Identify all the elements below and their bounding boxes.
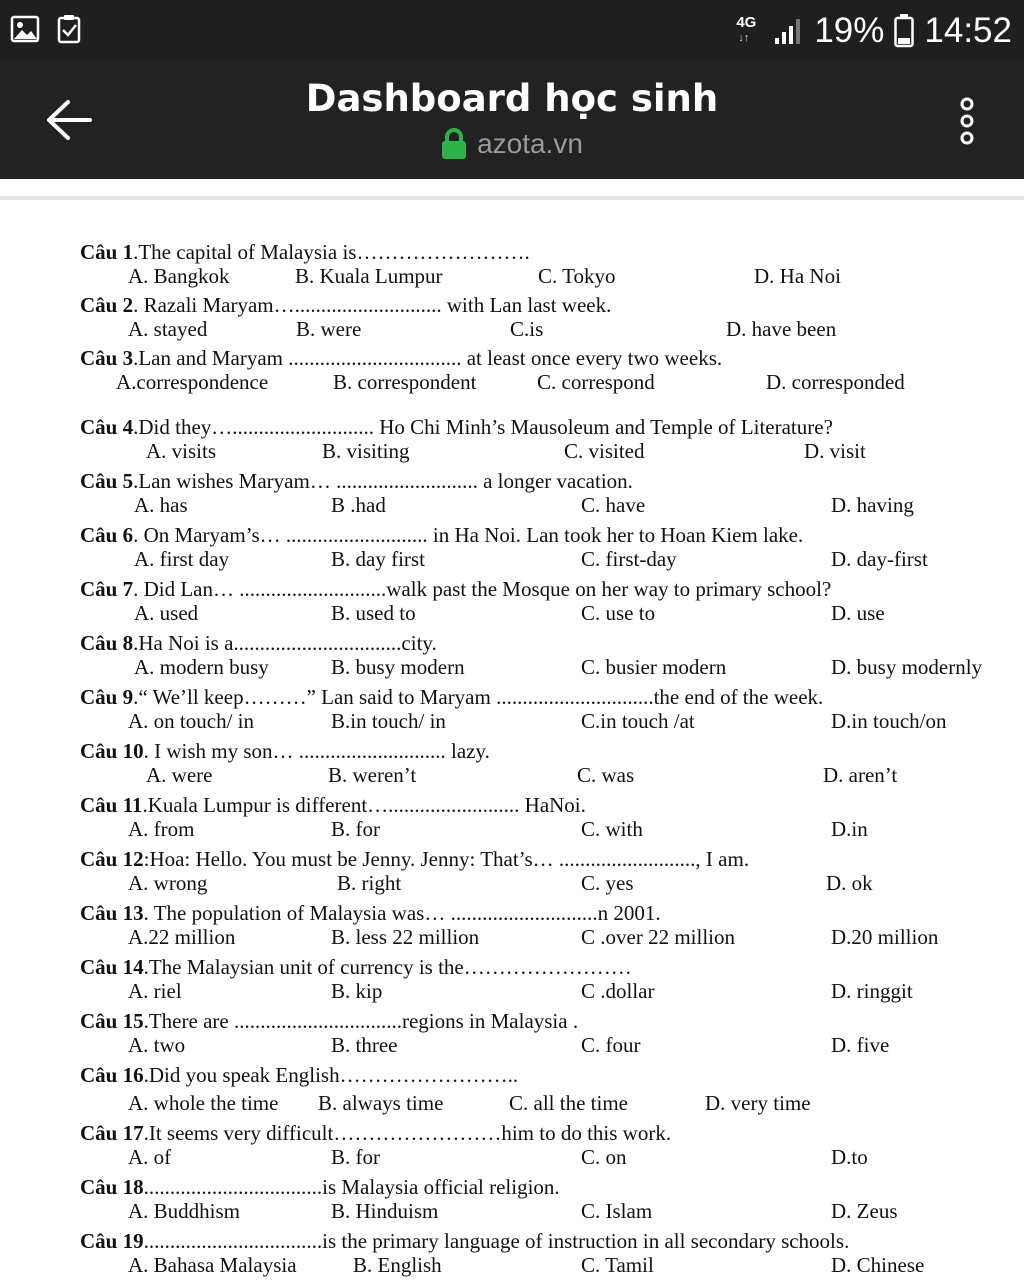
option-d: D. have been	[726, 317, 837, 341]
question-number: Câu 8	[80, 631, 134, 655]
answer-options	[80, 763, 1010, 787]
question-stem	[80, 1175, 1010, 1199]
question-13	[80, 901, 1010, 949]
option-a: A. Bangkok	[128, 264, 230, 288]
option-c: C. yes	[581, 871, 634, 895]
question-14	[80, 955, 1010, 1003]
answer-options	[80, 264, 1010, 288]
url-row[interactable]	[0, 128, 1024, 160]
question-text: . Razali Maryam…............................ with Lan last week.	[133, 293, 612, 317]
question-number: Câu 11	[80, 793, 143, 817]
question-7	[80, 577, 1010, 625]
answer-options	[80, 817, 1010, 841]
option-a: A.correspondence	[116, 370, 269, 394]
question-stem	[80, 901, 1010, 925]
title-block	[0, 76, 1024, 160]
option-b: B. for	[331, 817, 380, 841]
option-d: D. Chinese	[831, 1253, 925, 1277]
question-stem	[80, 1229, 1010, 1253]
option-c: C. have	[581, 493, 646, 517]
question-stem	[80, 1121, 1010, 1145]
option-c: C. first-day	[581, 547, 677, 571]
signal-icon	[774, 16, 804, 46]
question-number: Câu 18	[80, 1175, 144, 1199]
question-number: Câu 14	[80, 955, 144, 979]
option-b: B. day first	[331, 547, 425, 571]
page-title: Dashboard học sinh	[305, 77, 719, 120]
option-a: A. two	[128, 1033, 186, 1057]
gallery-icon	[10, 14, 40, 44]
question-17	[80, 1121, 1010, 1169]
option-c: C .over 22 million	[581, 925, 735, 949]
question-stem	[80, 293, 1010, 317]
option-a: A. modern busy	[134, 655, 269, 679]
answer-options	[80, 1145, 1010, 1169]
question-4	[80, 415, 1010, 463]
question-number: Câu 19	[80, 1229, 144, 1253]
question-number: Câu 2	[80, 293, 134, 317]
option-d: D. Ha Noi	[754, 264, 841, 288]
answer-options	[80, 317, 1010, 341]
question-text: .Lan wishes Maryam… ........................... a longer vacation.	[133, 469, 633, 493]
battery-percent: 19%	[814, 11, 885, 50]
option-c: C. busier modern	[581, 655, 727, 679]
network-indicator	[734, 11, 764, 51]
question-12	[80, 847, 1010, 895]
answer-options	[80, 979, 1010, 1003]
option-d: D. ringgit	[831, 979, 913, 1003]
question-text: . The population of Malaysia was… ............................n 2001.	[143, 901, 661, 925]
option-d: D. very time	[705, 1091, 811, 1115]
option-b: B. correspondent	[333, 370, 477, 394]
question-stem	[80, 577, 1010, 601]
option-d: D. busy modernly	[831, 655, 983, 679]
option-a: A. stayed	[128, 317, 208, 341]
more-vert-icon[interactable]	[952, 96, 982, 146]
answer-options	[80, 655, 1010, 679]
question-10	[80, 739, 1010, 787]
option-d: D. ok	[826, 871, 873, 895]
question-text: .Kuala Lumpur is different…......................... HaNoi.	[142, 793, 586, 817]
option-c: C. visited	[564, 439, 645, 463]
option-c: C. Tokyo	[538, 264, 616, 288]
answer-options	[80, 1033, 1010, 1057]
question-number: Câu 17	[80, 1121, 144, 1145]
option-d: D.in	[831, 817, 868, 841]
option-b: B. English	[353, 1253, 442, 1277]
question-text: .Ha Noi is a................................city.	[133, 631, 437, 655]
question-number: Câu 12	[80, 847, 144, 871]
option-b: B. less 22 million	[331, 925, 480, 949]
question-number: Câu 6	[80, 523, 134, 547]
option-d: D. aren’t	[823, 763, 898, 787]
network-type: 4G	[736, 14, 757, 31]
question-9	[80, 685, 1010, 733]
option-d: D. Zeus	[831, 1199, 898, 1223]
answer-options	[80, 370, 1010, 394]
question-number: Câu 3	[80, 346, 134, 370]
url-text: azota.vn	[477, 128, 583, 159]
question-stem	[80, 847, 1010, 871]
answer-options	[80, 1199, 1010, 1223]
option-b: B. visiting	[322, 439, 410, 463]
answer-options	[80, 601, 1010, 625]
question-number: Câu 16	[80, 1063, 144, 1087]
lock-icon	[441, 128, 467, 160]
option-c: C. four	[581, 1033, 641, 1057]
app-bar	[0, 62, 1024, 179]
question-2	[80, 293, 1010, 341]
option-d: D. day-first	[831, 547, 928, 571]
question-16	[80, 1063, 1010, 1115]
question-stem	[80, 346, 1010, 370]
question-stem	[80, 415, 1010, 439]
question-text: :Hoa: Hello. You must be Jenny. Jenny: That’s… .........................., I am.	[143, 847, 750, 871]
battery-icon	[894, 14, 914, 48]
checklist-icon	[54, 14, 84, 44]
question-18	[80, 1175, 1010, 1223]
question-text: .The Malaysian unit of currency is the……………………	[143, 955, 632, 979]
answer-options	[80, 709, 1010, 733]
status-bar	[0, 0, 1024, 62]
question-15	[80, 1009, 1010, 1057]
option-b: B.in touch/ in	[331, 709, 446, 733]
question-text: .Did they…........................... Ho Chi Minh’s Mausoleum and Temple of Literature?	[133, 415, 833, 439]
option-c: C.is	[510, 317, 544, 341]
question-11	[80, 793, 1010, 841]
option-d: D.to	[831, 1145, 868, 1169]
question-stem	[80, 631, 1010, 655]
option-c: C. correspond	[537, 370, 655, 394]
option-a: A. used	[134, 601, 199, 625]
option-c: C. was	[577, 763, 635, 787]
option-c: C. use to	[581, 601, 656, 625]
question-number: Câu 10	[80, 739, 144, 763]
option-c: C .dollar	[581, 979, 655, 1003]
option-a: A. visits	[146, 439, 217, 463]
question-text: ..................................is the primary language of instruction in all secondary schools.	[143, 1229, 850, 1253]
question-number: Câu 13	[80, 901, 144, 925]
question-stem	[80, 523, 1010, 547]
question-5	[80, 469, 1010, 517]
question-text: .There are ................................regions in Malaysia .	[143, 1009, 579, 1033]
option-a: A. whole the time	[128, 1091, 279, 1115]
question-stem	[80, 469, 1010, 493]
question-text: .“ We’ll keep………” Lan said to Maryam ..............................the end of the week.	[133, 685, 824, 709]
question-number: Câu 15	[80, 1009, 144, 1033]
question-number: Câu 7	[80, 577, 134, 601]
option-c: C. Islam	[581, 1199, 653, 1223]
option-b: B. three	[331, 1033, 398, 1057]
question-stem	[80, 240, 1010, 264]
answer-options	[80, 1253, 1010, 1277]
option-c: C. with	[581, 817, 643, 841]
question-stem	[80, 1009, 1010, 1033]
question-number: Câu 5	[80, 469, 134, 493]
option-a: A. wrong	[128, 871, 208, 895]
option-a: A. riel	[128, 979, 182, 1003]
answer-options	[80, 871, 1010, 895]
question-text: .Did you speak English……………………..	[143, 1063, 519, 1087]
option-d: D.in touch/on	[831, 709, 947, 733]
option-b: B. busy modern	[331, 655, 465, 679]
option-a: A. were	[146, 763, 213, 787]
option-b: B. Hinduism	[331, 1199, 439, 1223]
option-d: D. having	[831, 493, 914, 517]
question-number: Câu 1	[80, 240, 134, 264]
option-d: D.20 million	[831, 925, 939, 949]
option-b: B. for	[331, 1145, 380, 1169]
question-number: Câu 9	[80, 685, 134, 709]
option-a: A. has	[134, 493, 188, 517]
answer-options	[80, 439, 1010, 463]
notification-icons	[10, 14, 84, 44]
option-b: B. weren’t	[328, 763, 417, 787]
worksheet	[80, 240, 1010, 1277]
answer-options	[80, 493, 1010, 517]
option-b: B. kip	[331, 979, 383, 1003]
content-divider	[0, 196, 1024, 200]
clock: 14:52	[924, 11, 1012, 50]
question-text: . Did Lan… ............................walk past the Mosque on her way to primary school?	[133, 577, 832, 601]
option-a: A. first day	[134, 547, 230, 571]
system-indicators	[734, 8, 1012, 54]
option-d: D. corresponded	[766, 370, 905, 394]
question-text: . I wish my son… ............................ lazy.	[143, 739, 490, 763]
option-a: A. from	[128, 817, 195, 841]
data-arrows: ↓↑	[738, 32, 750, 44]
option-d: D. visit	[804, 439, 866, 463]
question-stem	[80, 685, 1010, 709]
option-a: A. of	[128, 1145, 172, 1169]
option-a: A. Bahasa Malaysia	[128, 1253, 297, 1277]
question-stem	[80, 739, 1010, 763]
question-3	[80, 346, 1010, 394]
option-a: A.22 million	[128, 925, 236, 949]
question-8	[80, 631, 1010, 679]
question-19	[80, 1229, 1010, 1277]
question-text: ..................................is Malaysia official religion.	[143, 1175, 560, 1199]
question-text: . On Maryam’s… ........................... in Ha Noi. Lan took her to Hoan Kiem lake.	[133, 523, 804, 547]
question-text: .It seems very difficult……………………him to do this work.	[143, 1121, 672, 1145]
option-b: B. used to	[331, 601, 416, 625]
option-b: B .had	[331, 493, 386, 517]
question-1	[80, 240, 1010, 288]
option-b: B. were	[296, 317, 362, 341]
question-text: .Lan and Maryam ................................. at least once every two weeks.	[133, 346, 723, 370]
option-c: C.in touch /at	[581, 709, 695, 733]
question-stem	[80, 955, 1010, 979]
answer-options	[80, 547, 1010, 571]
option-a: A. Buddhism	[128, 1199, 241, 1223]
question-number: Câu 4	[80, 415, 134, 439]
option-b: B. always time	[318, 1091, 444, 1115]
option-b: B. right	[337, 871, 402, 895]
question-text: .The capital of Malaysia is…………………….	[133, 240, 530, 264]
answer-options	[80, 925, 1010, 949]
question-stem	[80, 793, 1010, 817]
option-a: A. on touch/ in	[128, 709, 254, 733]
option-c: C. all the time	[509, 1091, 628, 1115]
answer-options	[80, 1091, 1010, 1115]
option-d: D. use	[831, 601, 885, 625]
option-c: C. Tamil	[581, 1253, 654, 1277]
option-d: D. five	[831, 1033, 890, 1057]
option-c: C. on	[581, 1145, 627, 1169]
option-b: B. Kuala Lumpur	[295, 264, 443, 288]
question-stem	[80, 1063, 1010, 1087]
question-6	[80, 523, 1010, 571]
